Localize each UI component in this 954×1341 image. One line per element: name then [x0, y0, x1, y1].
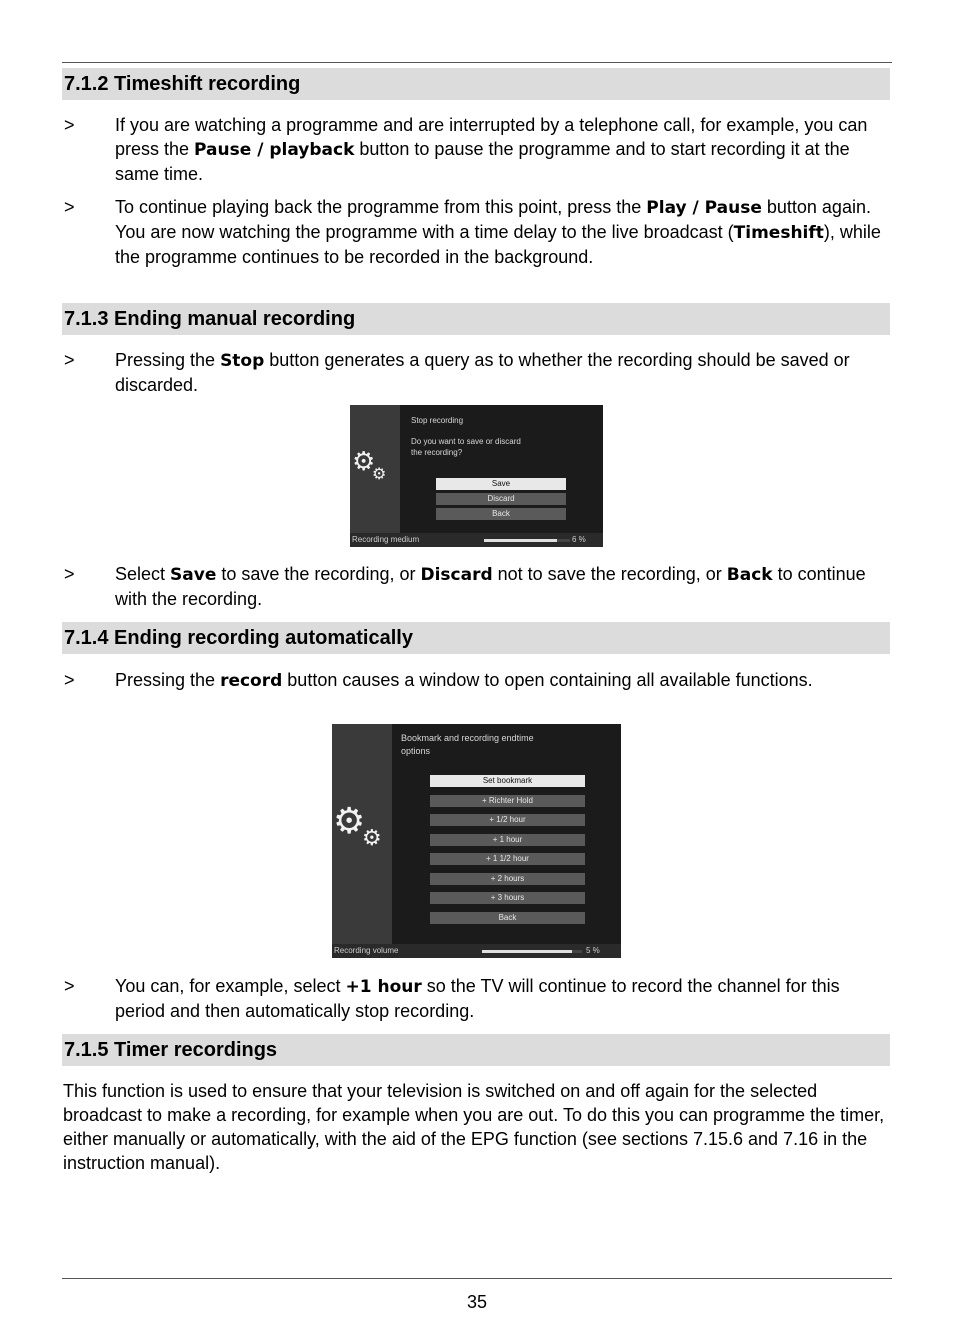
progress-bar — [482, 950, 582, 953]
key-record: record — [220, 671, 283, 691]
menu-option[interactable]: Back — [436, 508, 566, 520]
dialog-title: Stop recording — [411, 416, 464, 425]
menu-option[interactable]: + 1/2 hour — [430, 814, 585, 826]
section-heading-7-1-4: 7.1.4 Ending recording automatically — [62, 622, 890, 654]
screenshot-bookmark-options — [332, 724, 621, 958]
gear-icon: ⚙ — [333, 801, 366, 842]
status-bar — [332, 944, 621, 958]
bullet-marker: > — [64, 976, 75, 996]
dialog-title-line-2: options — [401, 746, 431, 756]
bullet-marker: > — [64, 670, 75, 690]
page-number: 35 — [466, 1292, 488, 1312]
menu-option[interactable]: Discard — [436, 493, 566, 505]
key-timeshift: Timeshift — [733, 223, 824, 243]
bullet-plus-one-hour: > You can, for example, select +1 hour so the TV will continue to record the channel for this period and then automatically stop recording. — [64, 976, 840, 1021]
dialog-question-line-1: Do you want to save or discard — [411, 437, 521, 446]
key-pause-playback: Pause / playback — [194, 140, 355, 160]
key-discard: Discard — [420, 565, 493, 585]
menu-option[interactable]: Back — [430, 912, 585, 924]
bullet-record-window: > Pressing the record button causes a window to open containing all available functions. — [64, 670, 813, 691]
key-play-pause: Play / Pause — [646, 198, 762, 218]
section-heading-7-1-2: 7.1.2 Timeshift recording — [62, 68, 890, 100]
screenshot-stop-recording — [350, 405, 603, 547]
status-percent: 5 % — [586, 946, 600, 955]
menu-option[interactable]: + 1 1/2 hour — [430, 853, 585, 865]
status-bar — [350, 533, 603, 547]
status-label: Recording medium — [352, 535, 420, 544]
key-stop: Stop — [220, 351, 265, 371]
section-heading-7-1-5: 7.1.5 Timer recordings — [62, 1034, 890, 1066]
bullet-timeshift-continue: > To continue playing back the programme from this point, press the Play / Pause button again. You are now watching the programme with a time delay to the live broadcast (Timeshift), while the programme continues to be recorded in the background. — [64, 197, 881, 267]
menu-option[interactable]: Set bookmark — [430, 775, 585, 787]
progress-fill — [482, 950, 572, 953]
gear-icon: ⚙ — [362, 826, 382, 851]
bullet-stop-query: > Pressing the Stop button generates a query as to whether the recording should be saved or discarded. — [64, 350, 850, 395]
key-back: Back — [726, 565, 773, 585]
status-label: Recording volume — [334, 946, 399, 955]
dialog-question-line-2: the recording? — [411, 448, 463, 457]
bottom-rule — [62, 1278, 892, 1279]
section-heading-7-1-3: 7.1.3 Ending manual recording — [62, 303, 890, 335]
status-percent: 6 % — [572, 535, 586, 544]
bullet-marker: > — [64, 564, 75, 584]
bullet-select-save: > Select Save to save the recording, or Discard not to save the recording, or Back to continue with the recording. — [64, 564, 866, 609]
bullet-timeshift-pause: > If you are watching a programme and are interrupted by a telephone call, for example, you can press the Pause / playback button to pause the programme and to start recording it at the same time. — [64, 115, 868, 184]
progress-bar — [484, 539, 570, 542]
menu-option[interactable]: + 3 hours — [430, 892, 585, 904]
timer-recordings-paragraph: This function is used to ensure that your television is switched on and off again for the selected broadcast to make a recording, for example when you are out. To do this you can programme the timer, either manually or automatically, with the aid of the EPG function (see sections 7.15.6 and 7.16 in the instruction manual). — [63, 1081, 885, 1173]
progress-fill — [484, 539, 557, 542]
menu-option[interactable]: + 1 hour — [430, 834, 585, 846]
gear-icon: ⚙ — [372, 464, 387, 483]
bullet-marker: > — [64, 197, 75, 217]
top-rule — [62, 62, 892, 63]
bullet-marker: > — [64, 115, 75, 135]
key-plus-1-hour: +1 hour — [345, 977, 422, 997]
dialog-title-line-1: Bookmark and recording endtime — [401, 733, 534, 743]
menu-option[interactable]: + 2 hours — [430, 873, 585, 885]
gear-icon: ⚙ — [352, 447, 376, 477]
bullet-marker: > — [64, 350, 75, 370]
menu-option[interactable]: + Richter Hold — [430, 795, 585, 807]
menu-option[interactable]: Save — [436, 478, 566, 490]
key-save: Save — [170, 565, 217, 585]
